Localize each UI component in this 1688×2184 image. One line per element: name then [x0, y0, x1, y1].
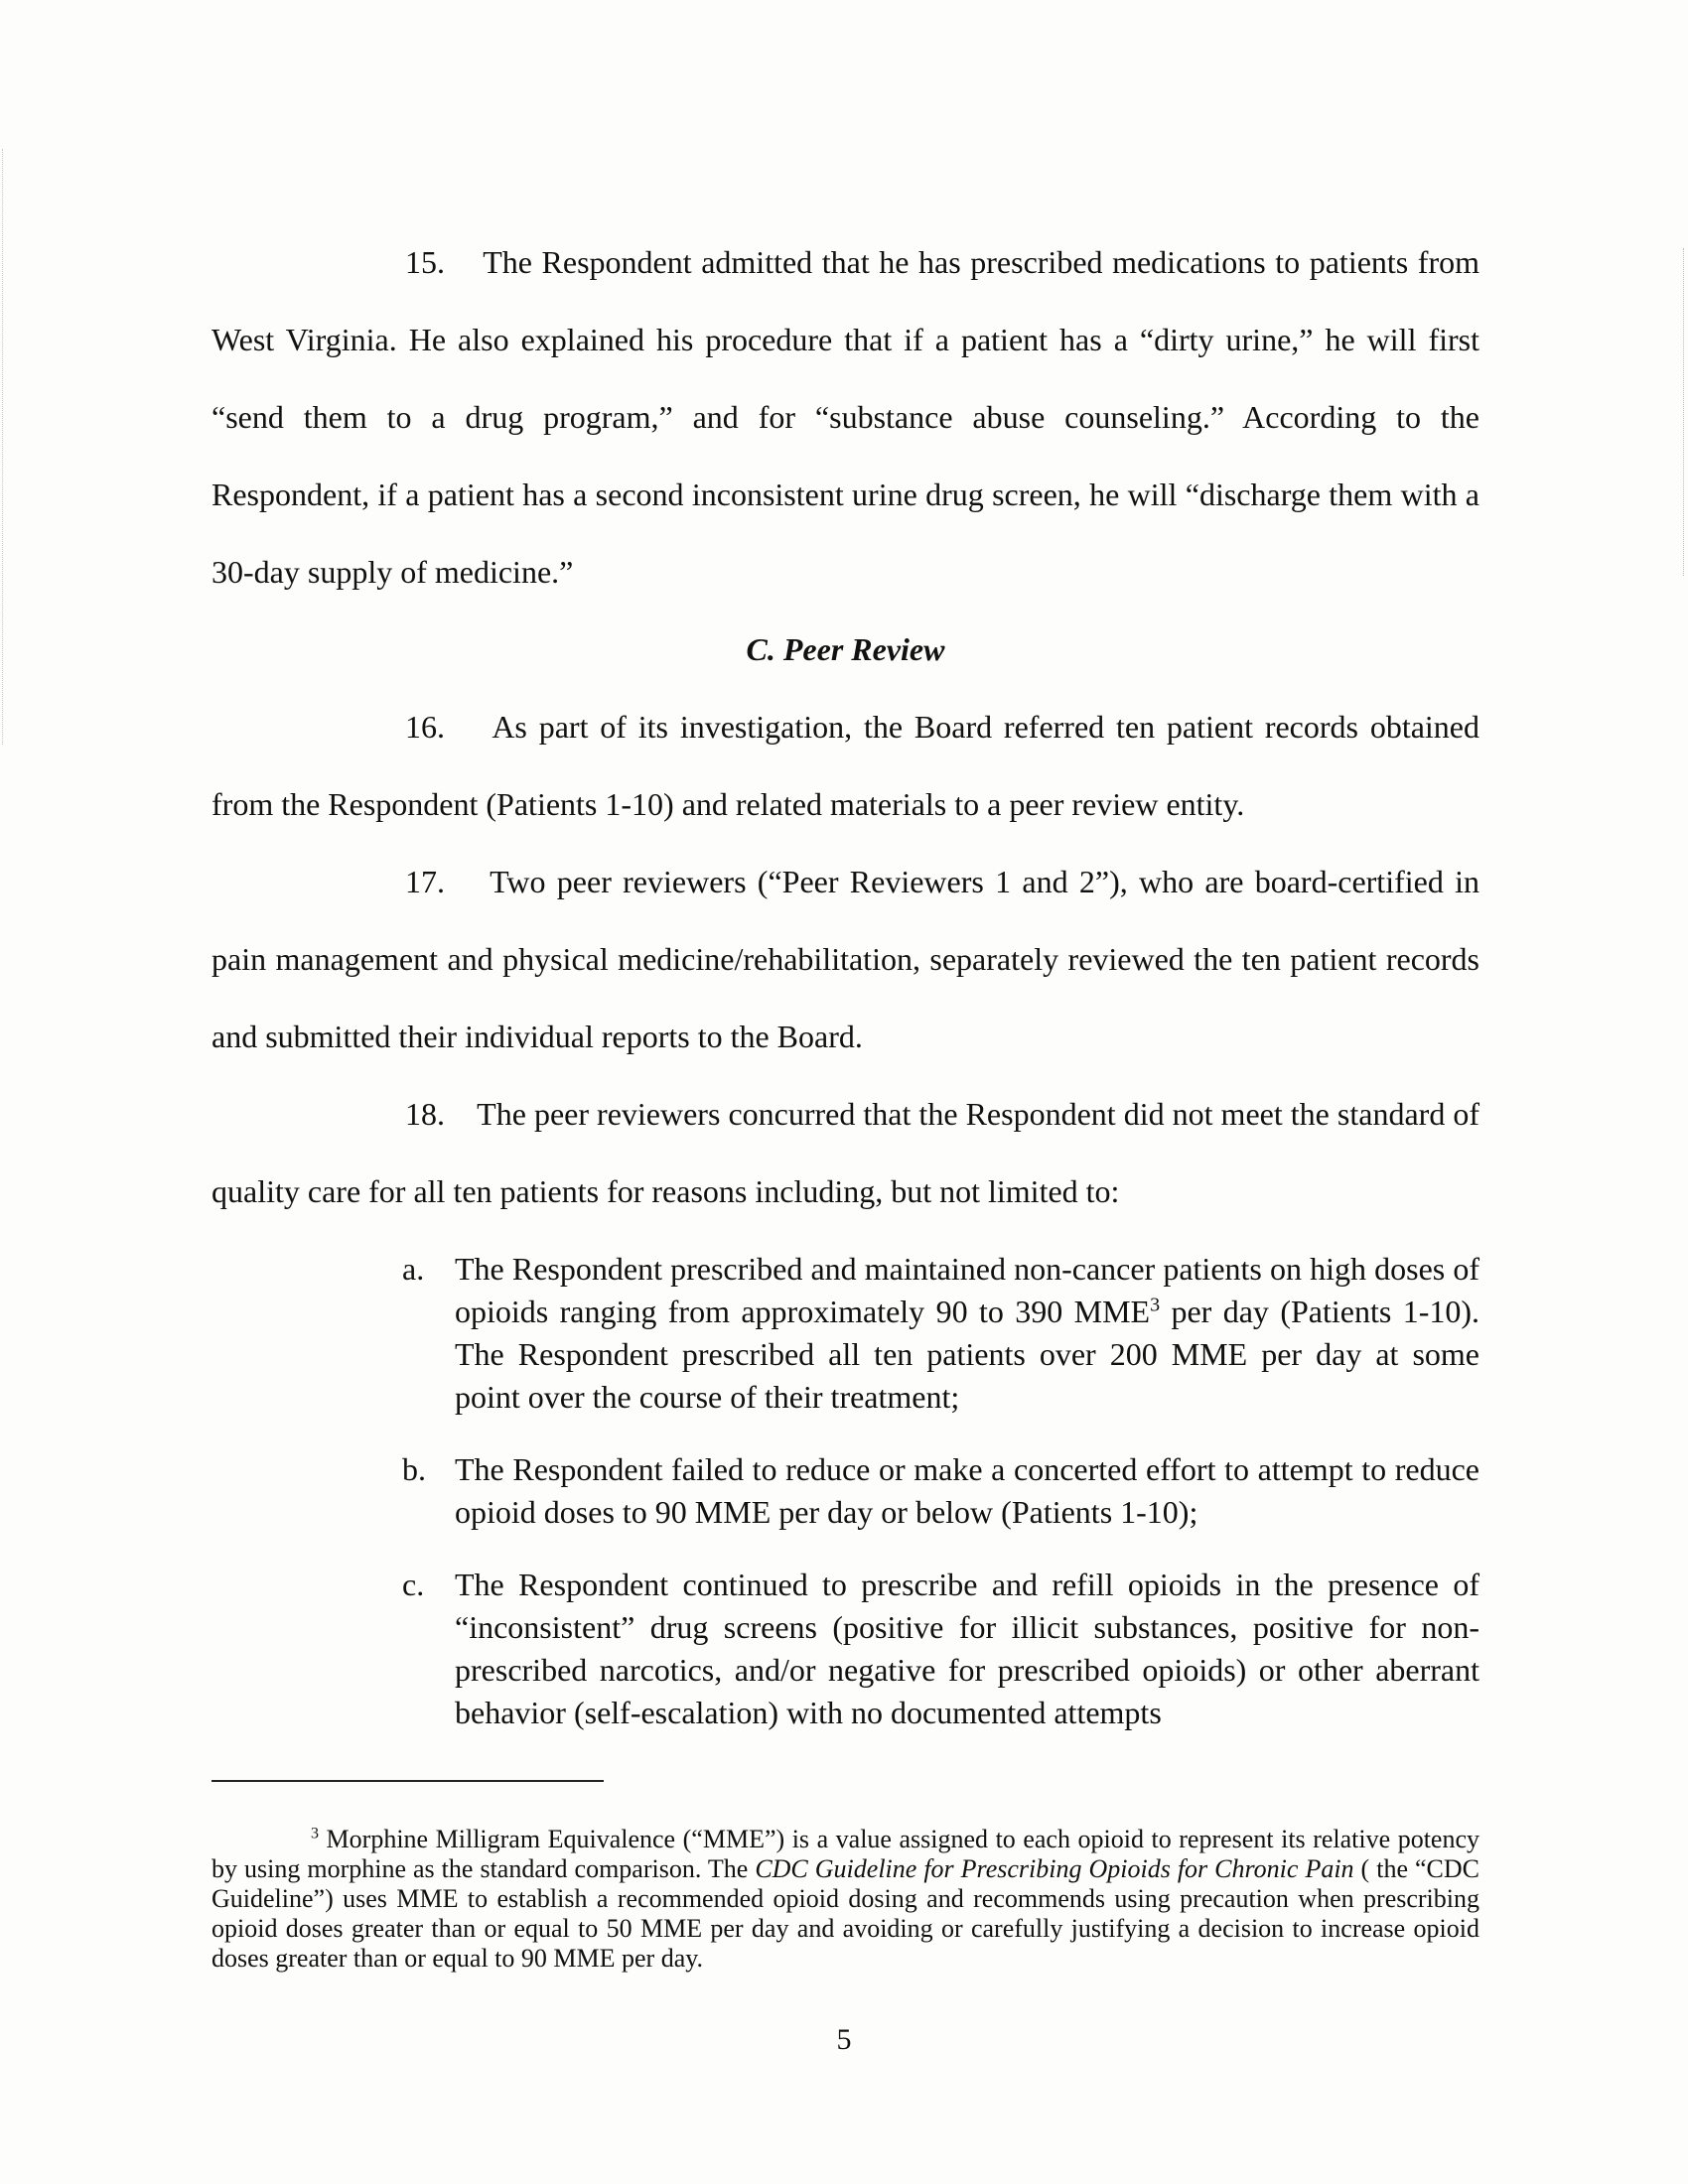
paragraph-17 [211, 843, 1479, 1075]
footnote-cited-title: CDC Guideline for Prescribing Opioids for Chronic Pain [755, 1854, 1354, 1883]
paragraph-number: 18. [405, 1096, 445, 1132]
footnote-marker: 3 [311, 1825, 319, 1843]
paragraph-text: Two peer reviewers (“Peer Reviewers 1 and 2”), who are board-certified in pain management and physical medicine/rehabilitation, separately reviewed the ten patient records and submitted their individual reports to the Board. [211, 864, 1480, 1054]
list-marker: c. [402, 1567, 425, 1602]
list-item-text-continued: per day (Patients 1-10). The Respondent prescribed all ten patients over 200 MME per day at some point over the course of their treatment; [455, 1294, 1480, 1415]
section-heading: C. Peer Review [746, 631, 945, 667]
paragraph-number: 16. [405, 709, 445, 745]
list-marker: a. [402, 1251, 425, 1287]
paragraph-number: 15. [405, 244, 445, 280]
list-item-b [402, 1448, 1479, 1534]
scan-edge-right [1677, 248, 1684, 576]
paragraph-number: 17. [405, 864, 445, 899]
footnote-text: Morphine Milligram Equivalence (“MME”) is a value assigned to each opioid to represent its relative potency by using morphine as the standard comparison. The [211, 1825, 1479, 1883]
footnote-text-continued: ( the “CDC Guideline”) uses MME to establish a recommended opioid dosing and recommends using precaution when prescribing opioid doses greater than or equal to 50 MME per day and avoiding or carefully justifying a decision to increase opioid doses greater than or equal to 90 MME per day. [211, 1854, 1479, 1973]
list-item-text: The Respondent prescribed and maintained non-cancer patients on high doses of opioids ranging from approximately 90 to 390 MME [455, 1251, 1479, 1329]
page-number: 5 [836, 2023, 852, 2056]
paragraph-text: The peer reviewers concurred that the Respondent did not meet the standard of quality care for all ten patients for reasons including, but not limited to: [211, 1096, 1480, 1209]
list-marker: b. [402, 1451, 426, 1487]
list-item-c [402, 1564, 1479, 1734]
paragraph-text: As part of its investigation, the Board referred ten patient records obtained from the Respondent (Patients 1-10) and related materials to a peer review entity. [211, 709, 1479, 822]
footnote-divider [211, 1780, 604, 1782]
reasons-list [402, 1248, 1479, 1764]
footnote-reference: 3 [1150, 1294, 1161, 1316]
body-text-block [211, 223, 1479, 1230]
list-item-text: The Respondent failed to reduce or make a concerted effort to attempt to reduce opioid doses to 90 MME per day or below (Patients 1-10); [455, 1451, 1479, 1530]
footnote [211, 1825, 1479, 1974]
list-item-text: The Respondent continued to prescribe and refill opioids in the presence of “inconsistent” drug screens (positive for illicit substances, positive for non-prescribed narcotics, and/or negative for prescribed opioids) or other aberrant behavior (self-escalation) with no documented attempts [455, 1567, 1479, 1730]
scan-edge-left [2, 149, 9, 745]
paragraph-16 [211, 688, 1479, 843]
list-item-a [402, 1248, 1479, 1419]
paragraph-15 [211, 223, 1479, 611]
paragraph-18 [211, 1075, 1479, 1230]
paragraph-text: The Respondent admitted that he has prescribed medications to patients from West Virginia. He also explained his procedure that if a patient has a “dirty urine,” he will first “send them to a drug program,” and for “substance abuse counseling.” According to the Respondent, if a patient has a second inconsistent urine drug screen, he will “discharge them with a 30-day supply of medicine.” [211, 244, 1480, 590]
